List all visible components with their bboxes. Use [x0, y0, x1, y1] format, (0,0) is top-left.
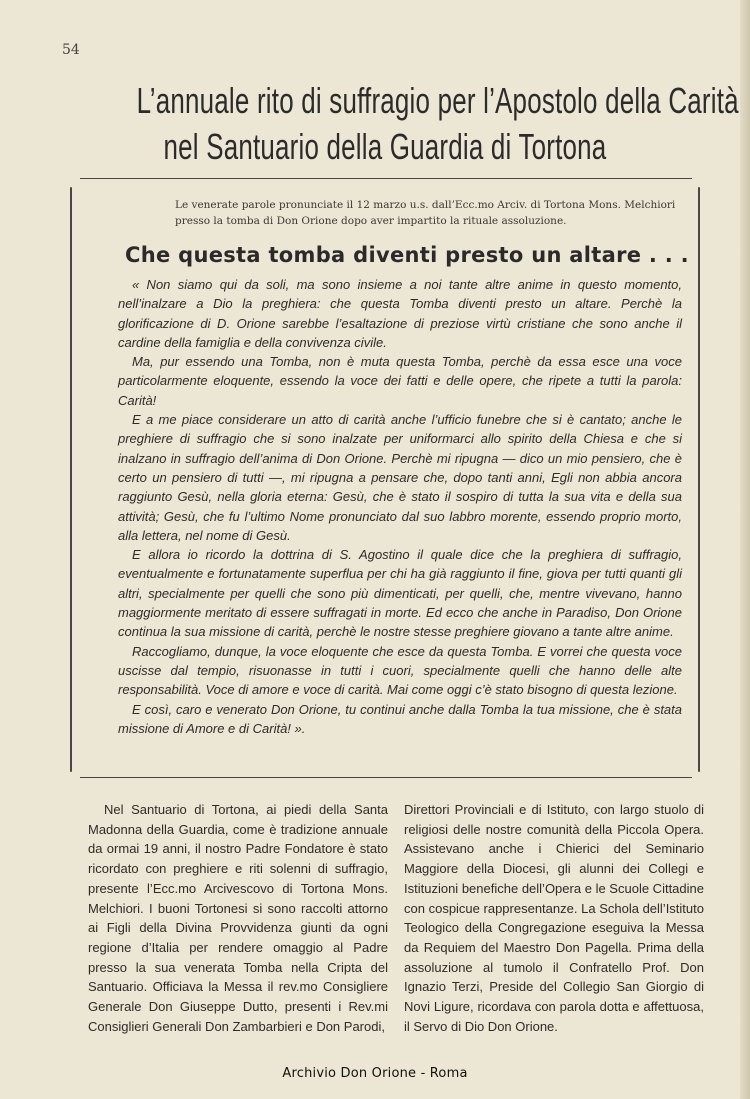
quote-paragraph: E così, caro e venerato Don Orione, tu continui anche dalla Tomba la tua missione, che è stata missione di Amore e di Carità! ». [118, 701, 682, 736]
quote-paragraph: « Non siamo qui da soli, ma sono insieme a noi tante altre anime in questo momento, nell’inalzare a Dio la preghiera: che questa Tomba diventi presto un altare. Perchè la glorificazione di D. Orione sarebbe l’esaltazione di preziose virtù cristiane che sono anche il cardine della famiglia e della convivenza civile. [118, 277, 682, 350]
quote-box [80, 178, 692, 778]
title-line-2: nel Santuario della Guardia di Tortona [163, 126, 607, 167]
title-line-1: L’annuale rito di suffragio per l’Apostolo della Carità [136, 80, 739, 121]
page-edge [740, 0, 750, 1099]
article-title [40, 78, 739, 170]
quote-text [118, 275, 682, 738]
quote-paragraph: Raccogliamo, dunque, la voce eloquente che esce da questa Tomba. E vorrei che questa voce uscisse dal tempio, risuonasse in tutti i cuori, specialmente quelli che hanno delle alte responsabilità. Voce di amore e voce di carità. Mai come oggi c’è stato bisogno di questa lezione. [118, 643, 682, 698]
box-intro: Le venerate parole pronunciate il 12 marzo u.s. dall’Ecc.mo Arciv. di Tortona Mons. Melchiori presso la tomba di Don Orione dopo aver impartito la rituale assoluzione. [175, 199, 676, 227]
box-headline: Che questa tomba diventi presto un altare . . . [125, 243, 689, 267]
quote-paragraph: E allora io ricordo la dottrina di S. Agostino il quale dice che la preghiera di suffragio, eventualmente e fortunatamente superflua per chi ha già raggiunto il fine, giova per tutti quanti gli altri, specialmente per quelli che sono più dimenticati, per quelli, che, mentre vivevano, hanno maggiormente meritato di essere suffragati in morte. Ed ecco che anche in Paradiso, Don Orione continua la sua missione di carità, perchè le nostre stesse preghiere giovano a tante altre anime. [118, 547, 682, 640]
article-column-right: Direttori Provinciali e di Istituto, con largo stuolo di religiosi delle nostre comunità della Piccola Opera. Assistevano anche i Chierici del Seminario Maggiore della Diocesi, gli alunni dei Collegi e Istituzioni benefiche dell’Opera e le Scuole Cittadine con cospicue rappresentanze. La Schola dell’Istituto Teologico della Congregazione eseguiva la Messa da Requiem del Maestro Don Pagella. Prima della assoluzione al tumolo il Confratello Prof. Don Ignazio Terzi, Preside del Collegio San Giorgio di Novi Ligure, ricordava con parola dotta e affettuosa, il Servo di Dio Don Orione. [404, 802, 704, 1034]
quote-paragraph: Ma, pur essendo una Tomba, non è muta questa Tomba, perchè da essa esce una voce particolarmente eloquente, essendo la voce dei fatti e delle opere, che ripete a tutti la parola: Carità! [118, 354, 682, 408]
archive-footer: Archivio Don Orione - Roma [282, 1066, 468, 1081]
article-column-left: Nel Santuario di Tortona, ai piedi della Santa Madonna della Guardia, come è tradizione annuale da ormai 19 anni, il nostro Padre Fondatore è stato ricordato con preghiere e riti solenni di suffragio, presente l’Ecc.mo Arcivescovo di Tortona Mons. Melchiori. I buoni Tortonesi si sono raccolti attorno ai Figli della Divina Provvidenza giunti da ogni regione d’Italia per rendere omaggio al Padre presso la sua venerata Tomba nella Cripta del Santuario. Officiava la Messa il rev.mo Consigliere Generale Don Giuseppe Dutto, presenti i Rev.mi Consiglieri Generali Don Zambarbieri e Don Parodi, [88, 802, 388, 1034]
quote-paragraph: E a me piace considerare un atto di carità anche l’ufficio funebre che si è cantato; anche le preghiere di suffragio che si sono inalzate per uniformarci allo spirito della Chiesa e che si inalzano in suffragio dell’anima di Don Orione. Perchè mi ripugna — dico un mio pensiero, che è certo un pensiero di tutti —, mi ripugna a pensare che, dopo tanti anni, Egli non abbia ancora raggiunto Gesù, nella gloria eterna: Gesù, che è stato il sospiro di tutta la sua vita e della sua attività; Gesù, che fu l’ultimo Nome pronunciato dal suo labbro morente, essendo proprio morto, alla lettera, nel nome di Gesù. [118, 412, 682, 543]
page-number: 54 [62, 42, 80, 58]
